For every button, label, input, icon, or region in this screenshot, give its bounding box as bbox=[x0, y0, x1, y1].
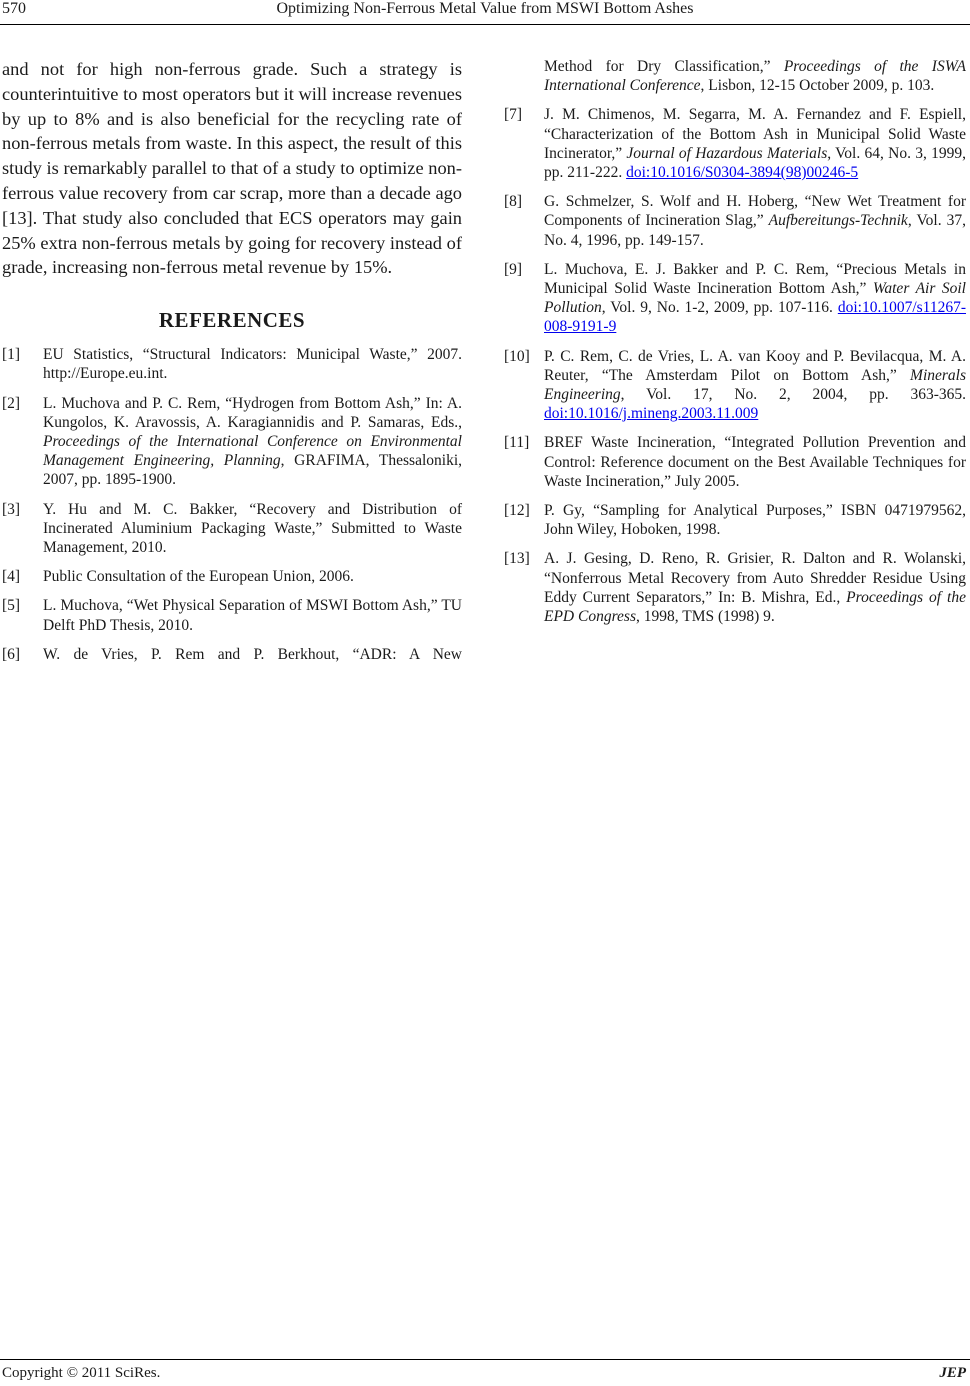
reference-7 bbox=[504, 105, 966, 182]
page-header bbox=[0, 0, 970, 26]
reference-13 bbox=[504, 549, 966, 626]
reference-number: [12] bbox=[504, 502, 530, 520]
page-number: 570 bbox=[2, 0, 26, 17]
reference-text: L. Muchova and P. C. Rem, “Hydrogen from Bottom Ash,” In: A. Kungolos, K. Aravossis, A. Karagiannidis and P. Samaras, Eds., Proceedings of the International Conference on Environmental Management Engineering, Planning, GRAFIMA, Thessaloniki, 2007, pp. 1895-1900. bbox=[43, 394, 462, 489]
reference-text: G. Schmelzer, S. Wolf and H. Hoberg, “New Wet Treatment for Components of Incineration Slag,” Aufbereitungs-Technik, Vol. 37, No. 4, 1996, pp. 149-157. bbox=[544, 193, 966, 249]
reference-3 bbox=[2, 500, 462, 558]
body-paragraph: and not for high non-ferrous grade. Such a strategy is counterintuitive to most operators but it will increase revenues by up to 8% and is also beneficial for the recycling rate of non-ferrous metals from waste. In this aspect, the result of this study is remarkably parallel to that of a study to optimize non-ferrous value recovery from car scrap, more than a decade ago [13]. That study also concluded that ECS operators may gain 25% extra non-ferrous metals by going for recovery instead of grade, increasing non-ferrous metal revenue by 15%. bbox=[2, 59, 462, 278]
reference-number: [8] bbox=[504, 193, 523, 211]
reference-text: P. C. Rem, C. de Vries, L. A. van Kooy and P. Bevilacqua, M. A. Reuter, “The Amsterdam Pilot on Bottom Ash,” Minerals Engineering, Vol. 17, No. 2, 2004, pp. 363-365. doi:10.1016/j.mineng.2003.11.009 bbox=[544, 347, 966, 423]
doi-link[interactable]: doi:10.1016/j.mineng.2003.11.009 bbox=[544, 405, 759, 423]
reference-8 bbox=[504, 192, 966, 250]
reference-2 bbox=[2, 394, 462, 490]
journal-abbreviation: JEP bbox=[939, 1365, 966, 1381]
header-divider bbox=[0, 24, 970, 25]
reference-9 bbox=[504, 260, 966, 337]
doi-link[interactable]: doi:10.1007/s11267-008-9191-9 bbox=[544, 299, 966, 336]
reference-number: [1] bbox=[2, 346, 21, 364]
copyright-notice: Copyright © 2011 SciRes. bbox=[2, 1365, 161, 1381]
reference-number: [13] bbox=[504, 550, 530, 568]
reference-text: J. M. Chimenos, M. Segarra, M. A. Fernandez and F. Espiell, “Characterization of the Bottom Ash in Municipal Solid Waste Incinerator,” Journal of Hazardous Materials, Vol. 64, No. 3, 1999, pp. 211-222. doi:10.1016/S0304-3894(98)00246-5 bbox=[544, 106, 967, 182]
reference-number: [3] bbox=[2, 500, 21, 518]
reference-6 bbox=[2, 645, 462, 664]
running-title: Optimizing Non-Ferrous Metal Value from MSWI Bottom Ashes bbox=[276, 0, 694, 17]
reference-number: [2] bbox=[2, 394, 21, 412]
reference-1 bbox=[2, 345, 462, 383]
reference-number: [6] bbox=[2, 645, 21, 663]
reference-text: EU Statistics, “Structural Indicators: Municipal Waste,” 2007. http://Europe.eu.int. bbox=[43, 346, 462, 383]
reference-number: [9] bbox=[504, 260, 523, 278]
reference-text: P. Gy, “Sampling for Analytical Purposes,” ISBN 0471979562, John Wiley, Hoboken, 1998. bbox=[544, 502, 966, 539]
footer-divider bbox=[0, 1359, 970, 1360]
reference-number: [7] bbox=[504, 106, 523, 124]
reference-11 bbox=[504, 433, 966, 491]
left-column bbox=[2, 57, 462, 674]
reference-6-continued: Method for Dry Classification,” Proceedings of the ISWA International Conference, Lisbon, 12-15 October 2009, p. 103. bbox=[544, 58, 967, 95]
reference-5 bbox=[2, 596, 462, 634]
reference-text: Public Consultation of the European Union, 2006. bbox=[43, 568, 354, 586]
reference-text: Y. Hu and M. C. Bakker, “Recovery and Distribution of Incinerated Aluminium Packaging Waste,” Submitted to Waste Management, 2010. bbox=[43, 500, 462, 556]
reference-number: [4] bbox=[2, 568, 21, 586]
reference-10 bbox=[504, 347, 966, 424]
reference-4 bbox=[2, 567, 462, 586]
reference-text: L. Muchova, “Wet Physical Separation of MSWI Bottom Ash,” TU Delft PhD Thesis, 2010. bbox=[43, 597, 462, 634]
reference-number: [5] bbox=[2, 597, 21, 615]
reference-number: [10] bbox=[504, 347, 530, 365]
right-column bbox=[504, 57, 966, 636]
reference-text: W. de Vries, P. Rem and P. Berkhout, “ADR: A New bbox=[43, 645, 462, 663]
reference-text: L. Muchova, E. J. Bakker and P. C. Rem, “Precious Metals in Municipal Solid Waste Incineration Bottom Ash,” Water Air Soil Pollution, Vol. 9, No. 1-2, 2009, pp. 107-116. doi:10.1007/s11267-008-9191-9 bbox=[544, 260, 966, 336]
reference-12 bbox=[504, 501, 966, 539]
references-heading: REFERENCES bbox=[158, 308, 306, 333]
doi-link[interactable]: doi:10.1016/S0304-3894(98)00246-5 bbox=[626, 164, 859, 182]
reference-number: [11] bbox=[504, 434, 530, 452]
reference-text: BREF Waste Incineration, “Integrated Pollution Prevention and Control: Reference document on the Best Available Techniques for Waste Incineration,” July 2005. bbox=[544, 434, 966, 490]
reference-text: A. J. Gesing, D. Reno, R. Grisier, R. Dalton and R. Wolanski, “Nonferrous Metal Recovery from Auto Shredder Residue Using Eddy Current Separators,” In: B. Mishra, Ed., Proceedings of the EPD Congress, 1998, TMS (1998) 9. bbox=[544, 550, 966, 626]
